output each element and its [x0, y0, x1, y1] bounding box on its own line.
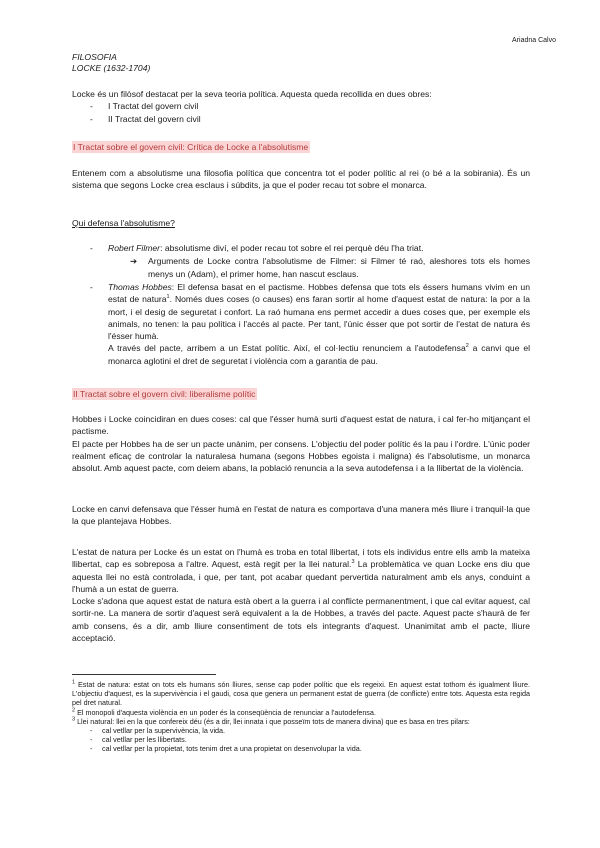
intro-block [72, 88, 530, 125]
subject-title: FILOSOFIA [72, 52, 117, 62]
list-item [72, 735, 530, 744]
work-title: I Tractat del govern civil [108, 101, 199, 112]
footnote-text: Estat de natura: estat on tots els humans són lliures, sense cap poder polític que els regeixi. En aquest estat tothom és igualment lliure. L'objectiu d'aquest, es la supervivència i el gaudi, cosa que genera un permanent estat de guerra (de conflicte) entre tots. Aquesta esta regida pel dret natural. [72, 680, 531, 708]
section-heading-2-wrap [72, 388, 530, 400]
list-item [72, 744, 530, 753]
footnotes [72, 680, 530, 754]
bullet-dash: - [90, 243, 93, 253]
filmer-name: Robert Filmer [108, 243, 161, 253]
bullet-dash: - [90, 113, 93, 124]
footnote-2 [72, 708, 530, 717]
paragraph-text: L'estat de natura per Locke és un estat on l'humà es troba en total llibertat, i tots els individus entre ells amb la mateixa llibertat, cap es sobreposa a l'altre. Aquest, està regit per la llei natural. [72, 547, 530, 570]
bullet-dash: - [90, 726, 93, 736]
bullet-dash: - [90, 282, 93, 292]
bullet-dash: - [90, 744, 93, 754]
hobbes-text-b: . Només dues coses (o causes) ens faran sortir al home d'aquest estat de natura: la por a la mort, i el desig de seguretat i confort. La raó humana ens permet accedir a dues coses que, per exemple els animals, no tenen: la pau política i l'accés al pacte. Per tant, l'únic ésser que pot sortir de l'estat de natura és l'ésser humà. [108, 294, 530, 342]
section2-paragraph-nature [72, 546, 530, 644]
work-title: II Tractat del govern civil [108, 113, 201, 124]
pillar-text: cal vetllar per les llibertats. [102, 735, 187, 745]
section-heading: II Tractat sobre el govern civil: liberalisme polític [73, 389, 256, 399]
footnote-ref: 1 [166, 294, 170, 301]
filmer-block [72, 242, 530, 280]
topic-title: LOCKE (1632-1704) [72, 63, 151, 73]
paragraph: Hobbes i Locke coincidiran en dues coses: cal que l'ésser humà surti d'aquest estat de natura, i cal fer-ho mitjançant el pactisme. [72, 414, 530, 437]
hobbes-text-a: : El defensa basat en el pactisme. Hobbes defensa que tots els éssers humans vivim en un estat de natura [108, 282, 530, 305]
bullet-dash: - [90, 735, 93, 745]
question-heading-wrap [72, 217, 530, 229]
intro-text: Locke és un filòsof destacat per la seva teoria política. Aquesta queda recollida en dues obres: [72, 89, 432, 99]
document-heading [72, 52, 150, 74]
list-item [72, 113, 530, 125]
pillar-text: cal vetllar per la propietat, tots tenim dret a una propietat on desenvolupar la vida. [102, 744, 362, 754]
bullet-dash: - [90, 101, 93, 112]
hobbes-name: Thomas Hobbes [108, 282, 172, 292]
filmer-text: : absolutisme diví, el poder recau tot sobre el rei perquè déu l'ha triat. [160, 243, 424, 253]
hobbes-block [72, 281, 530, 367]
paragraph: Locke en canvi defensava que l'ésser humà en l'estat de natura es comportava d'una manera més lliure i tranquil·la que la que plantejava Hobbes. [72, 504, 530, 527]
footnote-3 [72, 717, 530, 726]
footnote-mark: 2 [72, 707, 76, 714]
footnote-text: Llei natural: llei en la que confereix déu (és a dir, llei innata i que posseïm tots de manera divina) que es basa en tres pilars: [77, 716, 470, 726]
author-name: Ariadna Calvo [512, 37, 556, 44]
hobbes-item [72, 281, 530, 342]
section-heading-1-wrap [72, 141, 530, 153]
footnote-mark: 3 [72, 716, 76, 723]
footnote-1 [72, 680, 530, 708]
footnote-divider [72, 674, 216, 675]
arrow-icon: ➔ [130, 256, 138, 267]
list-item [72, 255, 530, 280]
paragraph: Locke s'adona que aquest estat de natura està obert a la guerra i al conflicte permanentment, i que cal evitar aquest, cal sortir-ne. La manera de sortir d'aquest serà equivalent a la de Hobbes, a través del pacte. Aquest pacte s'haurà de fer amb consens, és a dir, amb lliure consentiment de tots els integrants d'aquest. Unanimitat amb el pacte, lliure acceptació. [72, 596, 530, 644]
hobbes-pact [72, 342, 530, 367]
list-item [72, 281, 530, 342]
paragraph [72, 546, 530, 595]
hobbes-text-c: A través del pacte, arribem a un Estat polític. Així, el col·lectiu renunciem a l'autodefensa [108, 343, 466, 354]
list-item [72, 100, 530, 112]
list-item [72, 242, 530, 254]
paragraph-text: La problemàtica ve quan Locke ens diu que aquesta llei no està controlada, i que, per tant, pot acabar quedant pervertida naturalment amb els anys, conduint a l'humà a un estat de guerra. [72, 559, 530, 594]
list-item [72, 726, 530, 735]
footnote-text: El monopoli d'aquesta violència en un poder és la conseqüència de renunciar a l'autodefensa. [77, 707, 376, 717]
footnote-ref: 3 [351, 559, 355, 566]
section2-paragraph [72, 413, 530, 474]
section-heading: I Tractat sobre el govern civil: Crítica de Locke a l'absolutisme [73, 142, 309, 152]
footnote-ref: 2 [465, 343, 469, 350]
absolutism-paragraph: Entenem com a absolutisme una filosofia política que concentra tot el poder polític al rei (o bé a la sobirania). És un sistema que segons Locke crea esclaus i súbdits, ja que el poder recau tot sobre el monarca. [72, 168, 530, 191]
hobbes-text-d: a canvi que el monarca aglotini el dret de seguretat i violència com a garantia de pau. [108, 343, 531, 366]
footnote-mark: 1 [72, 679, 76, 686]
pillar-text: cal vetllar per la supervivència, la vida. [102, 726, 226, 736]
filmer-argument: Arguments de Locke contra l'absolutisme de Filmer: si Filmer té raó, aleshores tots els homes menys un (Adam), el primer home, han nascut esclaus. [148, 256, 530, 279]
question-heading: Qui defensa l'absolutisme? [72, 218, 175, 228]
paragraph: El pacte per Hobbes ha de ser un pacte unànim, per consens. L'objectiu del poder polític és la pau i l'ordre. L'únic poder realment eficaç de controlar la naturalesa humana (segons Hobbes egoista i maligna) és l'absolutisme, un monarca absolut. Amb aquest pacte, com deiem abans, la població renuncia a la seva autodefensa i a la llibertat de la violència. [72, 438, 530, 474]
filmer-item [72, 242, 530, 254]
